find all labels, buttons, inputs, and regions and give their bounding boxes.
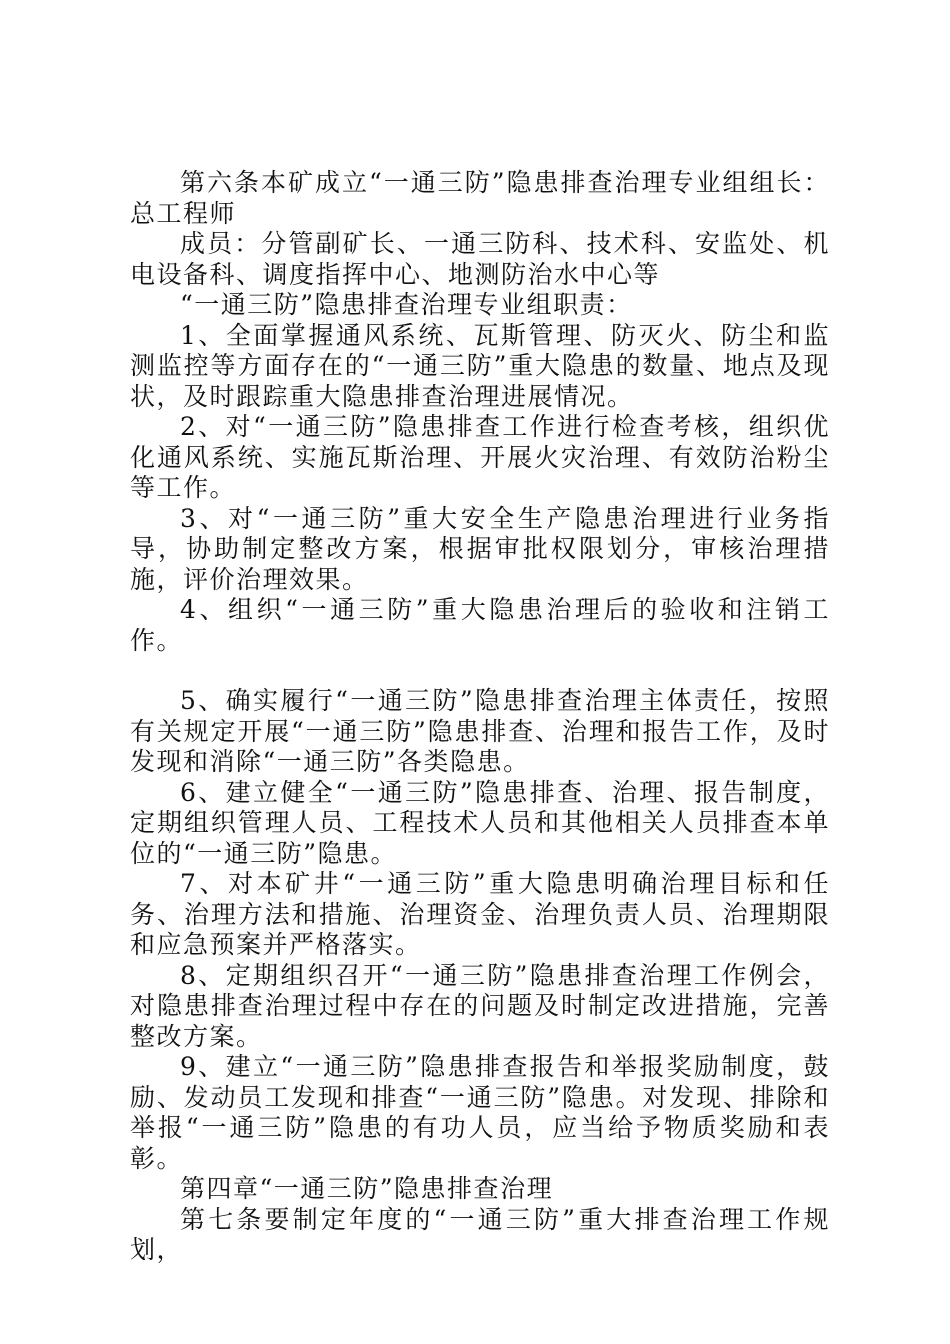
paragraph-article-7: 第七条要制定年度的“一通三防”重大排查治理工作规划，: [130, 1204, 830, 1264]
paragraph-duty-7: 7、对本矿井“一通三防”重大隐患明确治理目标和任务、治理方法和措施、治理资金、治理负责人员、治理期限和应急预案并严格落实。: [130, 869, 830, 959]
paragraph-members: 成员：分管副矿长、一通三防科、技术科、安监处、机电设备科、调度指挥中心、地测防治水中心等: [130, 229, 830, 289]
paragraph-duties-heading: “一通三防”隐患排查治理专业组职责：: [180, 290, 633, 319]
paragraph-duty-2: 2、对“一通三防”隐患排查工作进行检查考核，组织优化通风系统、实施瓦斯治理、开展火灾治理、有效防治粉尘等工作。: [130, 412, 830, 502]
paragraph-duty-5: 5、确实履行“一通三防”隐患排查治理主体责任，按照有关规定开展“一通三防”隐患排查、治理和报告工作，及时发现和消除“一通三防”各类隐患。: [130, 686, 830, 776]
paragraph-duty-9: 9、建立“一通三防”隐患排查报告和举报奖励制度，鼓励、发动员工发现和排查“一通三防”隐患。对发现、排除和举报“一通三防”隐患的有功人员，应当给予物质奖励和表彰。: [130, 1052, 830, 1173]
paragraph-duty-6: 6、建立健全“一通三防”隐患排查、治理、报告制度，定期组织管理人员、工程技术人员和其他相关人员排查本单位的“一通三防”隐患。: [130, 777, 830, 868]
paragraph-duty-8: 8、定期组织召开“一通三防”隐患排查治理工作例会，对隐患排查治理过程中存在的问题及时制定改进措施，完善整改方案。: [130, 960, 830, 1051]
paragraph-duty-1: 1、全面掌握通风系统、瓦斯管理、防灭火、防尘和监测监控等方面存在的“一通三防”重大隐患的数量、地点及现状，及时跟踪重大隐患排查治理进展情况。: [130, 320, 830, 411]
document-body: [130, 168, 830, 1266]
chapter-4-heading: 第四章“一通三防”隐患排查治理: [180, 1174, 554, 1203]
paragraph-article-6: 第六条本矿成立“一通三防”隐患排查治理专业组组长：总工程师: [130, 168, 830, 228]
paragraph-duty-3: 3、对“一通三防”重大安全生产隐患治理进行业务指导，协助制定整改方案，根据审批权限划分，审核治理措施，评价治理效果。: [130, 503, 830, 594]
paragraph-duty-4: 4、组织“一通三防”重大隐患治理后的验收和注销工作。: [130, 595, 830, 655]
